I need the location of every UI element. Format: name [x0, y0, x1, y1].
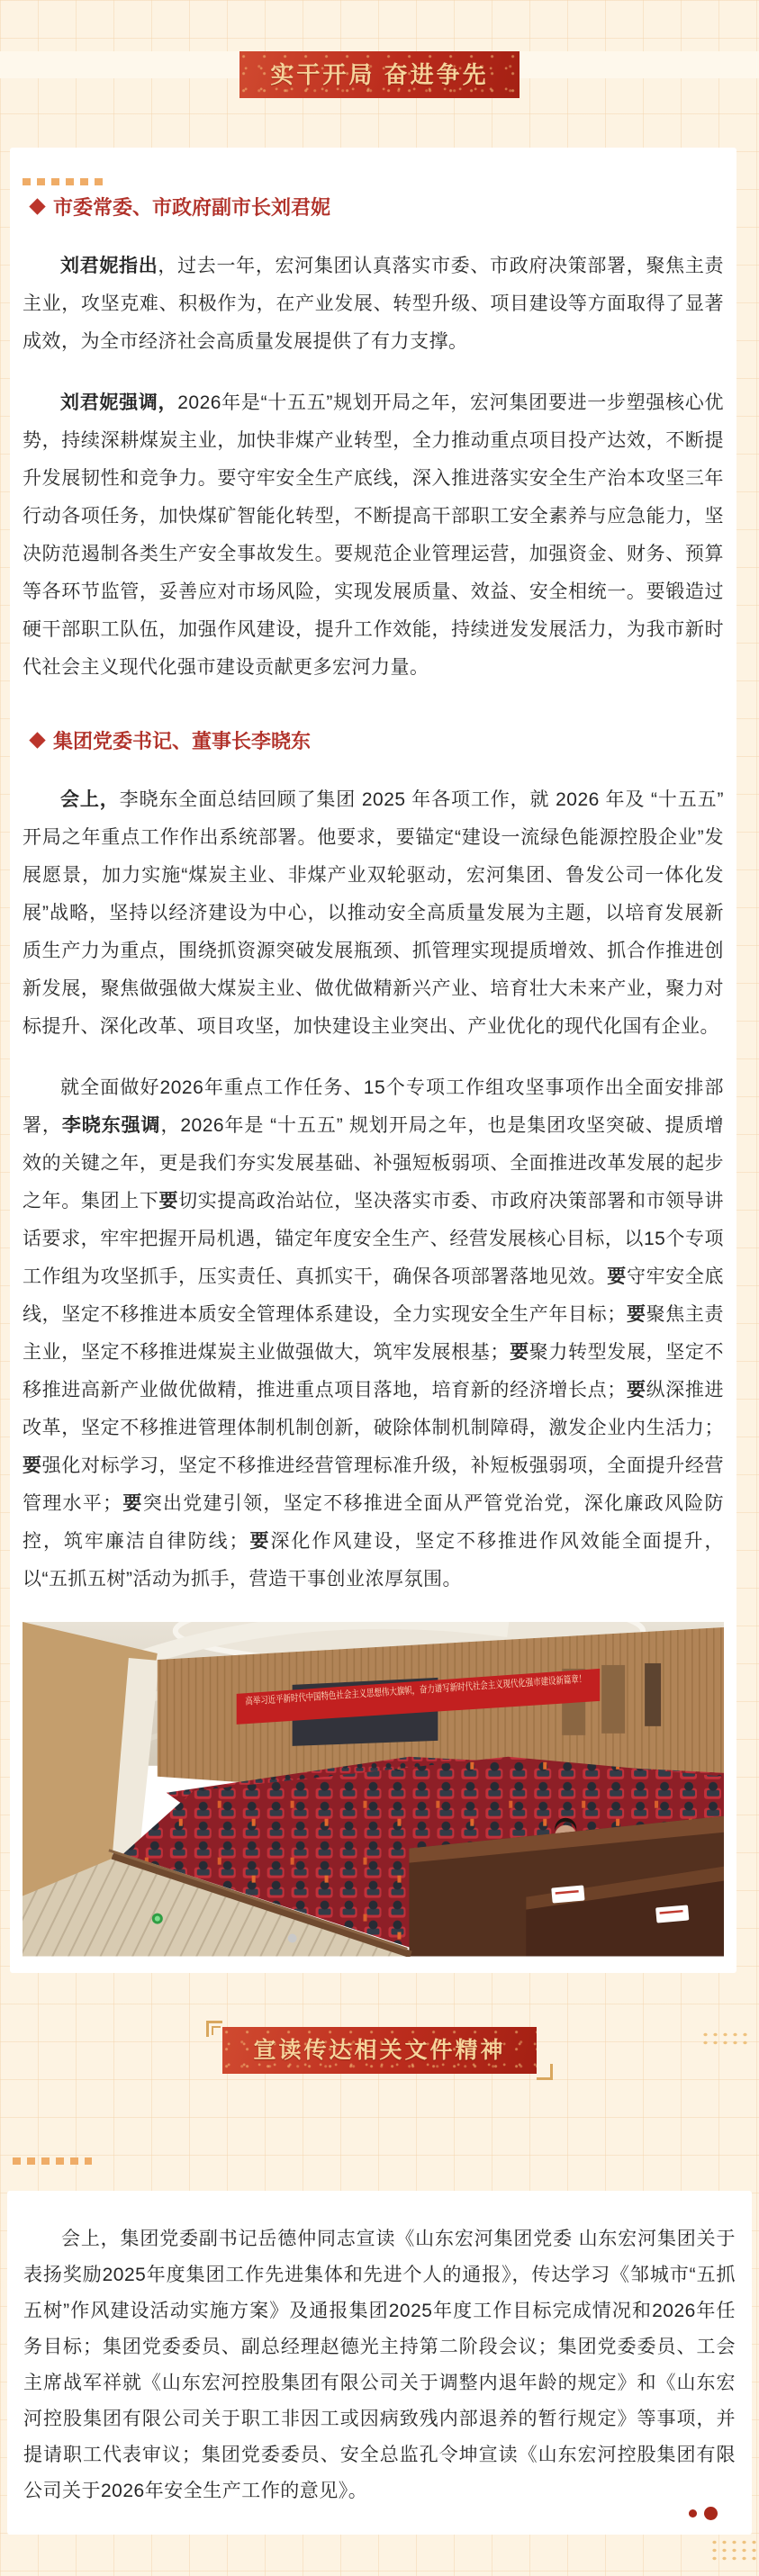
text-run: 2026年是“十五五”规划开局之年，宏河集团要进一步塑强核心优势，持续深耕煤炭主业，加快非煤产业转型，全力推动重点项目投产达效，不断提升发展韧性和竞争力。要守牢安全生产底线，深入推进落实安全生产治本攻坚三年行动各项任务，加快煤矿智能化转型，不断提高干部职工安全素养与应急能力，坚决防范遏制各类生产安全事故发生。要规范企业管理运营，加强资金、财务、预算等各环节监管，妥善应对市场风险，实现发展质量、效益、安全相统一。要锻造过硬干部职工队伍，加强作风建设，提升工作效能，持续迸发发展活力，为我市新时代社会主义现代化强市建设贡献更多宏河力量。	[23, 392, 725, 678]
photo-banner-text: 高举习近平新时代中国特色社会主义思想伟大旗帜，奋力谱写新时代社会主义现代化强市建设新篇章！	[245, 1667, 690, 1707]
text-run: 要	[626, 1304, 646, 1325]
section-2-paragraphs	[23, 781, 724, 1599]
text-run: ，2026年是 “十五五” 规划开局之年，也是集团攻坚突破、提质增效的关键之年，更是我们夯实发展基础、补强短板弱项、全面推进改革发展的起步之年。集团上下	[23, 1115, 725, 1211]
red-dots-decoration	[689, 2507, 718, 2520]
dash-decoration	[23, 178, 104, 185]
dot-grid-decoration	[709, 2538, 759, 2562]
dot-grid-decoration	[700, 2031, 753, 2046]
section-heading-1	[30, 193, 724, 221]
paragraph	[23, 781, 724, 1046]
section-banner-1	[239, 51, 519, 98]
text-run: 会上，	[60, 789, 120, 810]
article-card-main	[10, 148, 736, 1973]
auditorium-photo-svg	[23, 1622, 724, 1957]
text-run: 聚焦主责主业，坚定不移推进煤炭主业做强做大，筑牢发展根基；	[23, 1304, 725, 1363]
text-run: 聚力转型发展，坚定不移推进高新产业做优做精，推进重点项目落地，培育新的经济增长点；	[23, 1342, 725, 1401]
text-run: 纵深推进改革，坚定不移推进管理体制机制创新，破除体制机制障碍，激发企业内生活力；	[23, 1380, 725, 1438]
text-run: 要	[158, 1191, 179, 1211]
text-run: 强化对标学习，坚定不移推进经营管理标准升级，补短板强弱项，全面提升经营管理水平；	[23, 1455, 725, 1514]
footer-band	[0, 2535, 759, 2576]
bottom-paragraphs	[23, 2221, 736, 2509]
section-heading-2	[30, 726, 724, 754]
text-run: 守牢安全底线，坚定不移推进本质安全管理体系建设，全力实现安全生产年目标；	[23, 1266, 725, 1325]
section-1-paragraphs	[23, 248, 724, 687]
section-heading-text: 集团党委书记、董事长李晓东	[53, 730, 312, 752]
text-run: 切实提高政治站位，坚决落实市委、市政府决策部署和市领导讲话要求，牢牢把握开局机遇，锚定年度安全生产、经营发展核心目标，以15个专项工作组为攻坚抓手，压实责任、真抓实干，确保各项部署落地见效。	[23, 1191, 725, 1287]
section-heading-text: 市委常委、市政府副市长刘君妮	[53, 196, 331, 219]
text-run: 要	[626, 1380, 646, 1401]
large-red-dot	[704, 2507, 718, 2520]
banner-2-band	[0, 2027, 759, 2191]
banner-title: 宣读传达相关文件精神	[253, 2037, 506, 2063]
text-run: 突出党建引领，坚定不移推进全面从严管党治党，深化廉政风险防控，筑牢廉洁自律防线；	[23, 1493, 725, 1552]
corner-bracket-icon	[206, 2021, 222, 2037]
text-run: 李晓东全面总结回顾了集团 2025 年各项工作，就 2026 年及 “十五五” 开局之年重点工作作出系统部署。他要求，要锚定“建设一流绿色能源控股企业”发展愿景，加力实施“煤炭主业、非煤产业双轮驱动，宏河集团、鲁发公司一体化发展”战略，坚持以经济建设为中心，以推动安全高质量发展为主题，以培育发展新质生产力为重点，围绕抓资源突破发展瓶颈、抓管理实现提质增效、抓合作推进创新发展，聚焦做强做大煤炭主业、做优做精新兴产业、培育壮大未来产业，聚力对标提升、深化改革、项目攻坚，加快建设主业突出、产业优化的现代化国有企业。	[23, 789, 725, 1037]
paragraph	[23, 384, 724, 687]
small-red-dot	[689, 2509, 697, 2517]
text-run: 要	[248, 1531, 271, 1552]
banner-title: 实干开局 奋进争先	[270, 61, 489, 88]
text-run: 刘君妮指出	[60, 256, 158, 276]
paragraph	[23, 248, 724, 361]
text-run: 要	[122, 1493, 143, 1514]
paragraph	[23, 1069, 724, 1599]
paragraph	[23, 2221, 736, 2509]
diamond-bullet-icon	[29, 198, 45, 214]
text-run: 刘君妮强调，	[60, 392, 178, 413]
text-run: 要	[23, 1455, 42, 1476]
auditorium-photo	[23, 1622, 724, 1957]
article-card-bottom	[7, 2191, 752, 2535]
section-banner-2	[222, 2027, 536, 2074]
text-run: 就全面做好2026年重点工作任务、15个专项工作组攻坚事项作出全面安排部署，	[23, 1077, 724, 1136]
text-run: 深化作风建设，坚定不移推进作风效能全面提升，以“五抓五树”活动为抓手，营造干事创业浓厚氛围。	[23, 1531, 725, 1590]
corner-bracket-icon	[537, 2064, 553, 2080]
text-run: 会上，集团党委副书记岳德仲同志宣读《山东宏河集团党委 山东宏河集团关于表扬奖励2025年度集团工作先进集体和先进个人的通报》，传达学习《邹城市“五抓五树”作风建设活动实施方案》及通报集团2025年度工作目标完成情况和2026年任务目标；集团党委委员、副总经理赵德光主持第二阶段会议；集团党委委员、工会主席战军祥就《山东宏河控股集团有限公司关于调整内退年龄的规定》和《山东宏河控股集团有限公司关于职工非因工或因病致残内部退养的暂行规定》等事项，并提请职工代表审议；集团党委委员、安全总监孔令坤宣读《山东宏河控股集团有限公司关于2026年安全生产工作的意见》。	[23, 2228, 736, 2501]
text-run: 要	[607, 1266, 627, 1287]
text-run: 李晓东强调	[61, 1115, 161, 1136]
diamond-bullet-icon	[29, 732, 45, 748]
text-run: ，过去一年，宏河集团认真落实市委、市政府决策部署，聚焦主责主业，攻坚克难、积极作为，在产业发展、转型升级、项目建设等方面取得了显著成效，为全市经济社会高质量发展提供了有力支撑。	[23, 256, 725, 352]
dash-decoration	[13, 2157, 92, 2165]
text-run: 要	[509, 1342, 529, 1363]
